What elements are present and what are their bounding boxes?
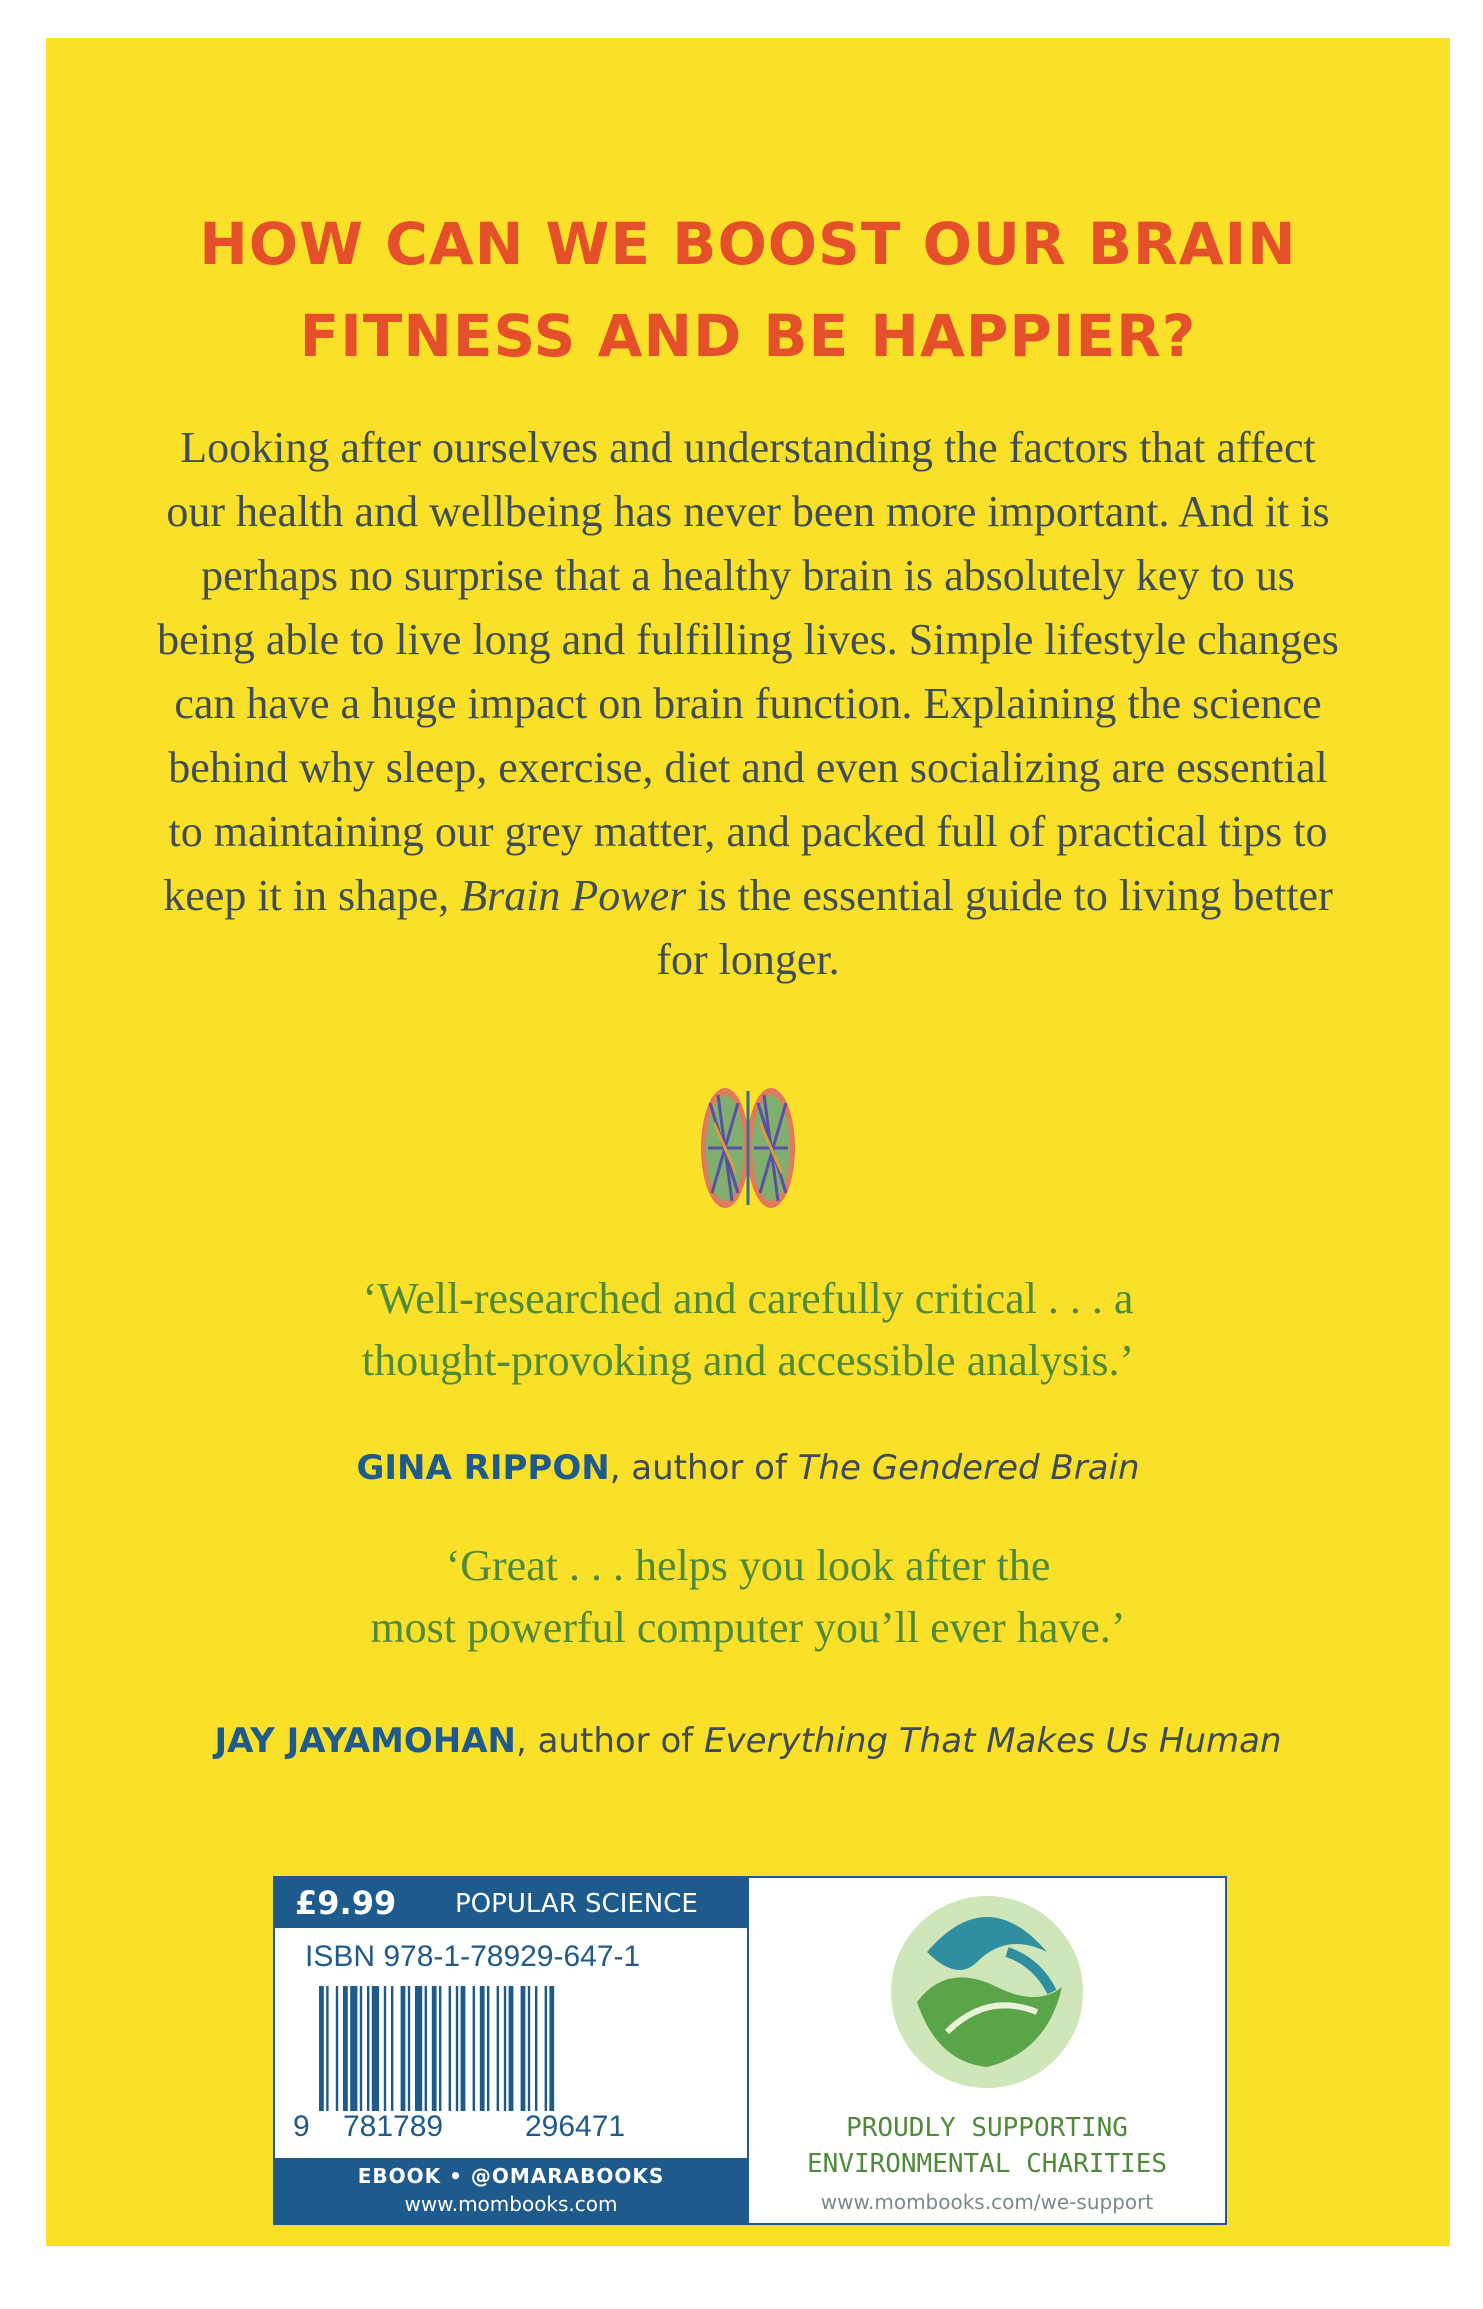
genre: POPULAR SCIENCE — [455, 1889, 698, 1919]
back-cover — [46, 38, 1450, 2246]
headline-line-1: HOW CAN WE BOOST OUR BRAIN — [199, 210, 1297, 278]
publisher-url: www.mombooks.com — [404, 2192, 618, 2216]
quote-2 — [46, 1535, 1450, 1659]
headline-line-2: FITNESS AND BE HAPPIER? — [299, 302, 1197, 370]
ebook-handle: EBOOK • @OMARABOOKS — [357, 2164, 665, 2188]
barcode-digits-1: 9 — [293, 2110, 310, 2143]
barcode-panel — [273, 1876, 1227, 2225]
barcode-digits-2: 781789 — [343, 2110, 444, 2143]
isbn: ISBN 978-1-78929-647-1 — [305, 1940, 641, 1973]
blurb-text-end: is the essential guide to living better for longer. — [656, 871, 1333, 984]
quote-2-author-of: , author of — [515, 1721, 705, 1761]
price: £9.99 — [295, 1884, 397, 1922]
barcode — [315, 1986, 715, 2111]
barcode-bar — [425, 1986, 427, 2111]
blurb-text: Looking after ourselves and understanding the factors that affect our health and wellbeing has never been more important. And it is perhaps no surprise that a healthy brain is absolutely key to us being able to live long and fulfilling lives. Simple lifestyle changes can have a huge impact on brain function. Explaining the science behind why sleep, exercise, diet and even socializing are essential to maintaining our grey matter, and packed full of practical tips to keep it in shape, — [157, 423, 1339, 920]
eco-statement — [749, 2110, 1225, 2182]
barcode-bar — [521, 1986, 526, 2111]
barcode-bar — [326, 1986, 328, 2111]
barcode-bar — [528, 1986, 530, 2111]
barcode-box — [275, 1878, 749, 2223]
barcode-bar — [372, 1986, 379, 2111]
quote-1-line-1: ‘Well-researched and carefully critical . . . a — [362, 1274, 1134, 1323]
barcode-bar — [343, 1986, 348, 2111]
quote-1-attribution — [46, 1448, 1450, 1488]
barcode-bar — [439, 1986, 441, 2111]
barcode-bar — [473, 1986, 475, 2111]
barcode-bar — [509, 1986, 514, 2111]
barcode-bar — [504, 1986, 506, 2111]
barcode-bar — [545, 1986, 547, 2111]
quote-2-line-1: ‘Great . . . helps you look after the — [445, 1541, 1051, 1590]
barcode-bar — [401, 1986, 406, 2111]
quote-2-work: Everything That Makes Us Human — [704, 1721, 1282, 1761]
barcode-bar — [461, 1986, 466, 2111]
quote-1 — [46, 1268, 1450, 1392]
eco-url: www.mombooks.com/we-support — [820, 2190, 1154, 2214]
barcode-bar — [391, 1986, 393, 2111]
barcode-bar — [336, 1986, 338, 2111]
barcode-bar — [480, 1986, 485, 2111]
quote-2-author: JAY JAYAMOHAN — [214, 1721, 516, 1761]
quote-2-attribution — [46, 1721, 1450, 1761]
blurb-book-title: Brain Power — [460, 871, 687, 920]
barcode-bar — [432, 1986, 437, 2111]
brain-icon — [698, 1083, 798, 1213]
quote-1-work: The Gendered Brain — [797, 1448, 1140, 1488]
barcode-bar — [415, 1986, 422, 2111]
quote-1-author: GINA RIPPON — [356, 1448, 610, 1488]
quote-1-author-of: , author of — [609, 1448, 798, 1488]
headline — [46, 198, 1450, 382]
barcode-bar — [549, 1986, 554, 2111]
barcode-bar — [487, 1986, 489, 2111]
barcode-bar — [449, 1986, 451, 2111]
barcode-bar — [360, 1986, 362, 2111]
blurb — [156, 416, 1340, 992]
barcode-digits-3: 296471 — [525, 2110, 626, 2143]
barcode-bar — [367, 1986, 369, 2111]
quote-2-line-2: most powerful computer you’ll ever have.’ — [370, 1603, 1126, 1652]
publisher-bar — [275, 2158, 747, 2223]
leaf-globe-icon — [887, 1892, 1087, 2092]
barcode-bar — [319, 1986, 324, 2111]
barcode-bar — [350, 1986, 357, 2111]
eco-line-2: ENVIRONMENTAL CHARITIES — [806, 2149, 1168, 2179]
barcode-bar — [456, 1986, 458, 2111]
barcode-bar — [497, 1986, 499, 2111]
barcode-bar — [408, 1986, 410, 2111]
eco-line-1: PROUDLY SUPPORTING — [846, 2113, 1128, 2143]
eco-box — [749, 1878, 1225, 2223]
barcode-bar — [535, 1986, 537, 2111]
barcode-bar — [384, 1986, 386, 2111]
price-bar — [275, 1878, 747, 1928]
quote-1-line-2: thought-provoking and accessible analysis.’ — [361, 1336, 1135, 1385]
